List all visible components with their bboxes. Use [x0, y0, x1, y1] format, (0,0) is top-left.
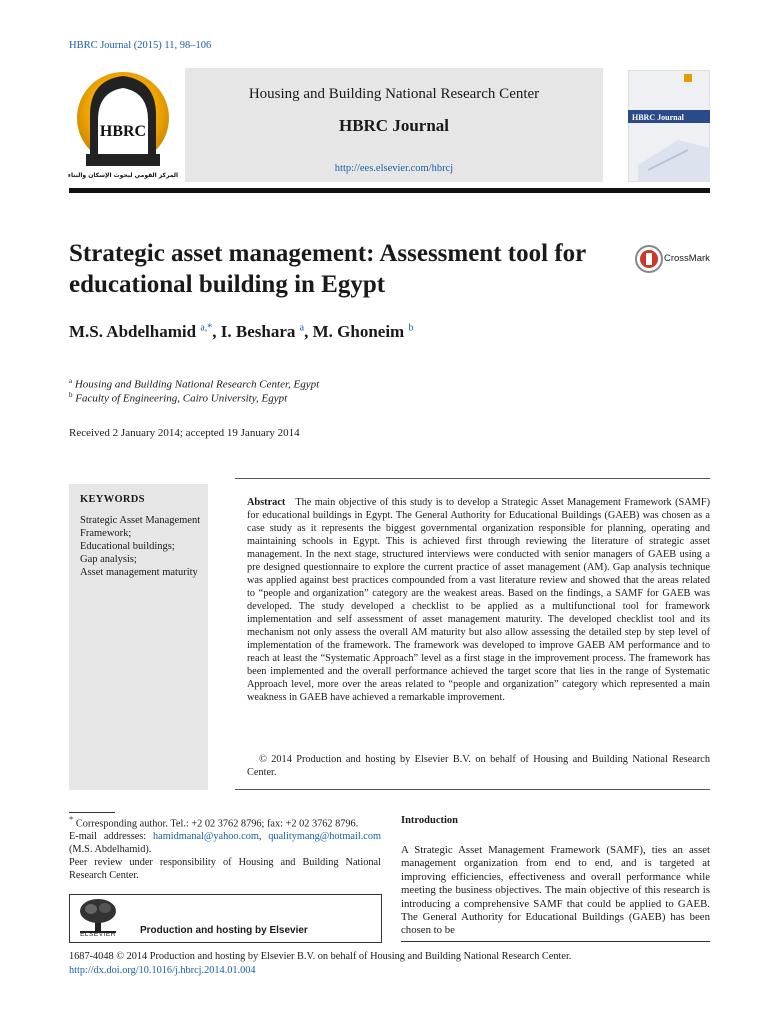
doi-link[interactable]: http://dx.doi.org/10.1016/j.hbrcj.2014.01.004	[69, 965, 256, 976]
author-list: M.S. Abdelhamid $^{a,*}$, I. Beshara $^a$, M. Ghoneim $^b$	[69, 322, 414, 341]
keyword-item: Educational buildings;	[80, 541, 175, 552]
hbrc-logo-text: HBRC	[99, 123, 147, 140]
keyword-item: Strategic Asset Management Framework;	[80, 515, 201, 539]
keyword-item: Asset management maturity	[80, 567, 198, 578]
abstract-bottom-rule	[235, 789, 710, 790]
column-bottom-rule	[401, 941, 710, 942]
journal-url-link[interactable]: http://ees.elsevier.com/hbrcj	[334, 163, 454, 174]
affiliation: $^b$ Faculty of Engineering, Cairo University, Egypt	[69, 391, 288, 405]
article-title: Strategic asset management: Assessment tool for educational building in Egypt	[69, 240, 586, 298]
affiliation: $^a$ Housing and Building National Research Center, Egypt	[69, 377, 320, 391]
elsevier-wordmark: ELSEVIER	[80, 931, 116, 938]
corresponding-author-note: Corresponding author. Tel.: +2 02 3762 8796; fax: +2 02 3762 8796.	[75, 818, 359, 830]
keywords-heading: KEYWORDS	[80, 494, 145, 505]
hbrc-logo	[68, 70, 178, 182]
author-affiliation-mark[interactable]: b	[408, 322, 414, 334]
abstract-text: The main objective of this study is to develop a Strategic Asset Management Framework (SAMF) for educational buildings in Egypt. The General Authority for Educational Buildings (GAEB) was chosen as a case study as it represents the biggest governmental organization responsible for planning, operating and maintaining schools in Egypt. This is achieved first through reviewing the literature of strategic asset management. In the next stage, structured interviews were conducted with senior managers of GAEB using a pre designed questionnaire to explore the current practice of asset management (AM). Gap analysis technique was applied against best practices compounded from a vast literature review and showed that the areas related to “people and organization” category are the weakest areas. Based on the findings, a SAMF for GAEB was developed. The study developed a checklist to be applied as a multifunctional tool for framework implementation and self assessment of asset management maturity. The developed checklist tool and its mechanism not only assess the overall AM maturity but also allow assessing the detailed step by step level of implementation of the framework. The framework was developed to improve GAEB AM performance and to reach at least the “Systematic Approach” level as a first stage in the improvement process. The framework has been implemented and the overall performance achieved the target score that lies in the range of Systematic Approach level, more over the areas related to “people and organization” category which represented a main weakness in GAEB have achieved a remarkable improvement.	[247, 497, 710, 703]
crossmark-label[interactable]: CrossMark	[664, 253, 710, 264]
journal-cover-thumbnail[interactable]	[628, 70, 710, 182]
abstract-label: Abstract	[247, 497, 286, 508]
cover-label: HBRC Journal	[632, 113, 684, 122]
abstract-copyright: © 2014 Production and hosting by Elsevier B.V. on behalf of Housing and Building National Research Center.	[247, 754, 710, 778]
peer-review-note: Peer review under responsibility of Housing and Building National Research Center.	[69, 857, 381, 882]
hbrc-logo-arabic: المركز القومي لبحوث الإسكان والبناء	[68, 172, 178, 179]
author-name: M.S. Abdelhamid	[69, 322, 197, 341]
keywords-list	[80, 514, 208, 579]
section-heading-introduction: Introduction	[401, 815, 458, 826]
header-divider	[69, 188, 710, 193]
email-link[interactable]: hamidmanal@yahoo.com	[153, 831, 259, 843]
author-affiliation-mark[interactable]: a	[299, 322, 305, 334]
abstract-top-rule	[235, 478, 710, 479]
received-dates: Received 2 January 2014; accepted 19 January 2014	[69, 427, 300, 439]
author-name: I. Beshara	[220, 322, 296, 341]
footnotes: * Corresponding author. Tel.: +2 02 3762 8796; fax: +2 02 3762 8796. E-mail addresses: hamidmanal@yahoo.com, qualitymang@hotmail.com (M.S. Abdelhamid). Peer review under responsibility of Housing and Building National Research Center.	[69, 814, 381, 882]
keyword-item: Gap analysis;	[80, 554, 137, 565]
author-affiliation-mark[interactable]: a,*	[200, 322, 213, 334]
issn-copyright: 1687-4048 © 2014 Production and hosting by Elsevier B.V. on behalf of Housing and Building National Research Center.	[69, 951, 572, 962]
author-name: M. Ghoneim	[312, 322, 405, 341]
introduction-text: A Strategic Asset Management Framework (SAMF), ties an asset management organization from end to end, and is targeted at improving efficiencies, effectiveness and overall performance while meeting the business objectives. The main objective of this research is introducing a comprehensive SAMF that could be applied to GAEB. The General Authority for Educational Buildings (GAEB) has been chosen to be	[401, 844, 710, 937]
header-organization: Housing and Building National Research Center	[248, 86, 540, 102]
header-journal-title: HBRC Journal	[338, 116, 450, 135]
journal-citation[interactable]: HBRC Journal (2015) 11, 98–106	[69, 40, 212, 51]
elsevier-tree-icon	[76, 896, 120, 936]
elsevier-production-label: Production and hosting by Elsevier	[140, 925, 308, 936]
email-link[interactable]: qualitymang@hotmail.com	[268, 831, 381, 843]
abstract	[247, 496, 710, 704]
